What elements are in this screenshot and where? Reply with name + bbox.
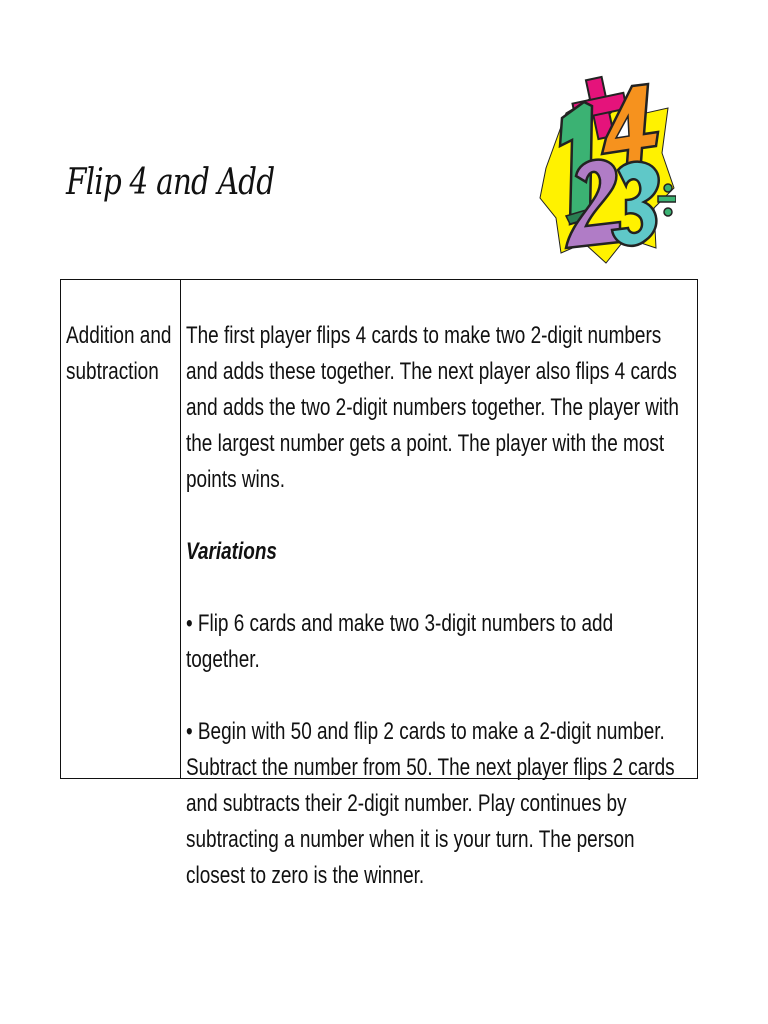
- game-table: [60, 279, 698, 889]
- category-text: Addition and subtraction: [66, 322, 172, 385]
- variation-item: • Begin with 50 and flip 2 cards to make a 2-digit number. Subtract the number from 50. The next player flips 2 cards and subtracts their 2-digit number. Play continues by subtracting a number when it is your turn. The person closest to zero is the winner.: [186, 718, 675, 889]
- description-cell: [181, 280, 768, 889]
- variation-item: • Flip 6 cards and make two 3-digit numbers to add together.: [186, 610, 614, 673]
- numbers-clipart-icon: [536, 58, 676, 272]
- game-description: The first player flips 4 cards to make two 2-digit numbers and adds these together. The next player also flips 4 cards and adds the two 2-digit numbers together. The player with the largest number gets a point. The player with the most points wins.: [186, 322, 679, 493]
- numbers-clipart-svg: [536, 58, 676, 272]
- variations-heading: Variations: [186, 538, 277, 565]
- page-title: Flip 4 and Add: [66, 162, 275, 203]
- category-cell: [61, 280, 181, 778]
